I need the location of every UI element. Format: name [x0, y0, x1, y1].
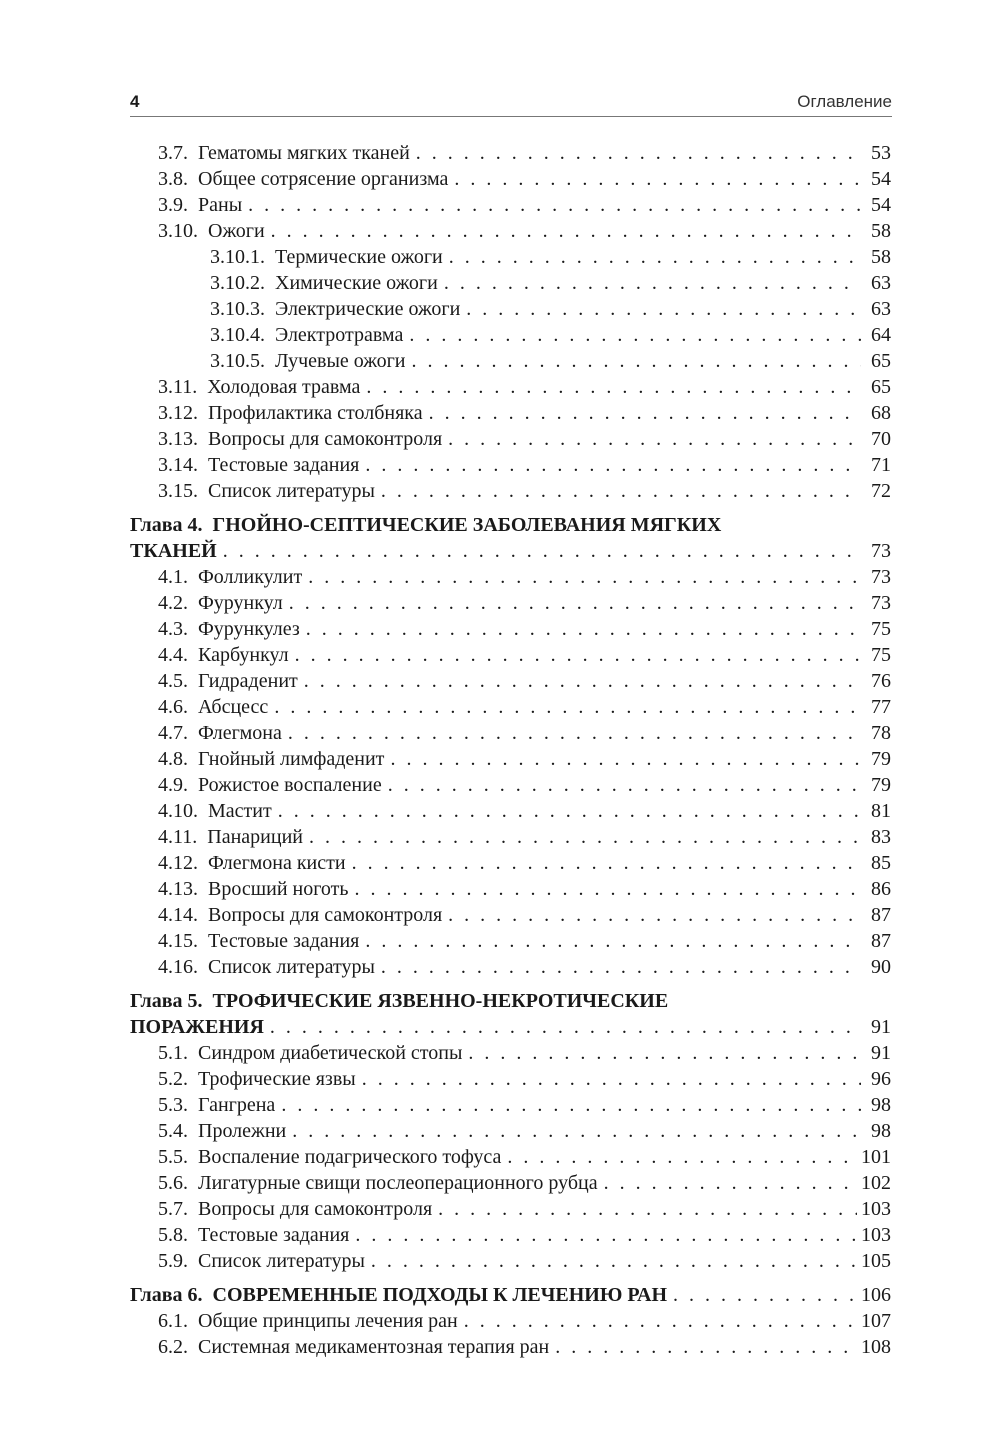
- page-ref: 103: [861, 1198, 891, 1220]
- toc-entry-5-6[interactable]: 5.6. Лигатурные свищи послеоперационного рубца . . . 102: [130, 1170, 891, 1196]
- toc-entry-4-14[interactable]: 4.14. Вопросы для самоконтроля . . . 87: [130, 902, 891, 928]
- toc-entry-3-14[interactable]: 3.14. Тестовые задания . . . 71: [130, 452, 891, 478]
- page-ref: 106: [861, 1284, 891, 1306]
- page-ref: 68: [871, 402, 891, 424]
- page-ref: 73: [871, 540, 891, 562]
- page-ref: 64: [871, 324, 891, 346]
- chapter-label: Глава 5.: [130, 990, 203, 1012]
- leader-dots: [381, 954, 861, 980]
- toc-entry-5-5[interactable]: 5.5. Воспаление подагрического тофуса . . . 101: [130, 1144, 891, 1170]
- page-number: 4: [130, 92, 140, 111]
- leader-dots: [278, 798, 861, 824]
- toc-entry-3-11[interactable]: 3.11. Холодовая травма . . . 65: [130, 374, 891, 400]
- page-ref: 75: [871, 644, 891, 666]
- page-ref: 79: [871, 748, 891, 770]
- toc-entry-3-15[interactable]: 3.15. Список литературы . . . 72: [130, 478, 891, 504]
- leader-dots: [416, 140, 861, 166]
- toc-entry-3-13[interactable]: 3.13. Вопросы для самоконтроля . . . 70: [130, 426, 891, 452]
- page-ref: 101: [861, 1146, 891, 1168]
- chapter-title: СОВРЕМЕННЫЕ ПОДХОДЫ К ЛЕЧЕНИЮ РАН: [212, 1284, 668, 1306]
- leader-dots: [388, 772, 861, 798]
- leader-dots: [365, 452, 861, 478]
- page-ref: 58: [871, 220, 891, 242]
- leader-dots: [274, 694, 861, 720]
- chapter-heading-continued: ТКАНЕЙ . . . 73: [130, 538, 891, 564]
- leader-dots: [292, 1118, 861, 1144]
- toc-entry-3-8[interactable]: 3.8. Общее сотрясение организма . . . 54: [130, 166, 891, 192]
- table-of-contents: [130, 140, 891, 1360]
- chapter-heading-continued: ПОРАЖЕНИЯ . . . 91: [130, 1014, 891, 1040]
- leader-dots: [409, 322, 861, 348]
- chapter-title: ГНОЙНО-СЕПТИЧЕСКИЕ ЗАБОЛЕВАНИЯ МЯГКИХ: [212, 514, 722, 536]
- page-ref: 70: [871, 428, 891, 450]
- toc-entry-4-12[interactable]: 4.12. Флегмона кисти . . . 85: [130, 850, 891, 876]
- leader-dots: [223, 538, 861, 564]
- toc-entry-4-8[interactable]: 4.8. Гнойный лимфаденит . . . 79: [130, 746, 891, 772]
- toc-entry-4-15[interactable]: 4.15. Тестовые задания . . . 87: [130, 928, 891, 954]
- toc-entry-4-13[interactable]: 4.13. Вросший ноготь . . . 86: [130, 876, 891, 902]
- page-ref: 73: [871, 592, 891, 614]
- toc-entry-4-4[interactable]: 4.4. Карбункул . . . 75: [130, 642, 891, 668]
- page-ref: 73: [871, 566, 891, 588]
- leader-dots: [468, 1040, 861, 1066]
- page-ref: 102: [861, 1172, 891, 1194]
- page-ref: 77: [871, 696, 891, 718]
- toc-entry-4-2[interactable]: 4.2. Фурункул . . . 73: [130, 590, 891, 616]
- leader-dots: [248, 192, 861, 218]
- page-ref: 78: [871, 722, 891, 744]
- leader-dots: [466, 296, 861, 322]
- toc-entry-5-1[interactable]: 5.1. Синдром диабетической стопы . . . 91: [130, 1040, 891, 1066]
- chapter-5[interactable]: [130, 988, 891, 1040]
- toc-entry-6-1[interactable]: 6.1. Общие принципы лечения ран . . . 107: [130, 1308, 891, 1334]
- page-ref: 65: [871, 350, 891, 372]
- page-header: [130, 92, 892, 117]
- toc-entry-5-8[interactable]: 5.8. Тестовые задания . . . 103: [130, 1222, 891, 1248]
- page-ref: 98: [871, 1094, 891, 1116]
- chapter-label: Глава 6.: [130, 1284, 203, 1306]
- page-ref: 86: [871, 878, 891, 900]
- toc-entry-3-10-5[interactable]: 3.10.5. Лучевые ожоги . . . 65: [130, 348, 891, 374]
- page-ref: 108: [861, 1336, 891, 1358]
- toc-entry-3-10[interactable]: 3.10. Ожоги . . . 58: [130, 218, 891, 244]
- leader-dots: [281, 1092, 861, 1118]
- chapter-heading: [130, 1282, 891, 1308]
- leader-dots: [306, 616, 861, 642]
- toc-entry-4-6[interactable]: 4.6. Абсцесс . . . 77: [130, 694, 891, 720]
- leader-dots: [362, 1066, 861, 1092]
- toc-entry-5-3[interactable]: 5.3. Гангрена . . . 98: [130, 1092, 891, 1118]
- leader-dots: [270, 1014, 861, 1040]
- page-ref: 63: [871, 298, 891, 320]
- leader-dots: [673, 1282, 857, 1308]
- leader-dots: [366, 374, 861, 400]
- toc-entry-3-9[interactable]: 3.9. Раны . . . 54: [130, 192, 891, 218]
- page-ref: 96: [871, 1068, 891, 1090]
- page-ref: 105: [861, 1250, 891, 1272]
- page-ref: 58: [871, 246, 891, 268]
- page-ref: 54: [871, 194, 891, 216]
- page-ref: 90: [871, 956, 891, 978]
- chapter-label: Глава 4.: [130, 514, 203, 536]
- page-ref: 81: [871, 800, 891, 822]
- page-ref: 98: [871, 1120, 891, 1142]
- leader-dots: [429, 400, 861, 426]
- toc-entry-3-10-4[interactable]: 3.10.4. Электротравма . . . 64: [130, 322, 891, 348]
- leader-dots: [289, 590, 861, 616]
- leader-dots: [271, 218, 861, 244]
- leader-dots: [295, 642, 861, 668]
- toc-entry-4-11[interactable]: 4.11. Панариций . . . 83: [130, 824, 891, 850]
- running-title: Оглавление: [797, 92, 892, 111]
- toc-entry-4-9[interactable]: 4.9. Рожистое воспаление . . . 79: [130, 772, 891, 798]
- leader-dots: [507, 1144, 857, 1170]
- leader-dots: [464, 1308, 857, 1334]
- chapter-4[interactable]: [130, 512, 891, 564]
- chapter-6[interactable]: [130, 1282, 891, 1308]
- page-ref: 87: [871, 904, 891, 926]
- toc-entry-5-4[interactable]: 5.4. Пролежни . . . 98: [130, 1118, 891, 1144]
- leader-dots: [309, 824, 861, 850]
- leader-dots: [352, 850, 861, 876]
- leader-dots: [381, 478, 861, 504]
- page-ref: 79: [871, 774, 891, 796]
- toc-entry-4-7[interactable]: 4.7. Флегмона . . . 78: [130, 720, 891, 746]
- leader-dots: [304, 668, 861, 694]
- page-ref: 85: [871, 852, 891, 874]
- leader-dots: [454, 166, 861, 192]
- leader-dots: [444, 270, 861, 296]
- chapter-heading: [130, 512, 891, 538]
- toc-entry-3-10-2[interactable]: 3.10.2. Химические ожоги . . . 63: [130, 270, 891, 296]
- toc-entry-3-10-1[interactable]: 3.10.1. Термические ожоги . . . 58: [130, 244, 891, 270]
- toc-entry-3-10-3[interactable]: 3.10.3. Электрические ожоги . . . 63: [130, 296, 891, 322]
- leader-dots: [355, 1222, 857, 1248]
- leader-dots: [288, 720, 861, 746]
- toc-entry-4-16[interactable]: 4.16. Список литературы . . . 90: [130, 954, 891, 980]
- toc-entry-5-2[interactable]: 5.2. Трофические язвы . . . 96: [130, 1066, 891, 1092]
- page-ref: 103: [861, 1224, 891, 1246]
- leader-dots: [448, 902, 861, 928]
- toc-entry-5-9[interactable]: 5.9. Список литературы . . . 105: [130, 1248, 891, 1274]
- toc-entry-4-1[interactable]: 4.1. Фолликулит . . . 73: [130, 564, 891, 590]
- page-ref: 76: [871, 670, 891, 692]
- page-ref: 87: [871, 930, 891, 952]
- page-ref: 65: [871, 376, 891, 398]
- leader-dots: [438, 1196, 857, 1222]
- page-ref: 53: [871, 142, 891, 164]
- toc-entry-3-12[interactable]: 3.12. Профилактика столбняка . . . 68: [130, 400, 891, 426]
- toc-entry-4-10[interactable]: 4.10. Мастит . . . 81: [130, 798, 891, 824]
- toc-entry-6-2[interactable]: 6.2. Системная медикаментозная терапия ран . . . 108: [130, 1334, 891, 1360]
- leader-dots: [308, 564, 861, 590]
- toc-entry-4-5[interactable]: 4.5. Гидраденит . . . 76: [130, 668, 891, 694]
- toc-entry-4-3[interactable]: 4.3. Фурункулез . . . 75: [130, 616, 891, 642]
- page-ref: 63: [871, 272, 891, 294]
- page-ref: 91: [871, 1042, 891, 1064]
- page-ref: 83: [871, 826, 891, 848]
- leader-dots: [371, 1248, 857, 1274]
- chapter-heading: [130, 988, 891, 1014]
- leader-dots: [449, 244, 861, 270]
- leader-dots: [412, 348, 862, 374]
- chapter-title: ТРОФИЧЕСКИЕ ЯЗВЕННО-НЕКРОТИЧЕСКИЕ: [212, 990, 669, 1012]
- leader-dots: [365, 928, 861, 954]
- leader-dots: [448, 426, 861, 452]
- leader-dots: [604, 1170, 857, 1196]
- page-ref: 75: [871, 618, 891, 640]
- leader-dots: [555, 1334, 857, 1360]
- toc-entry-5-7[interactable]: 5.7. Вопросы для самоконтроля . . . 103: [130, 1196, 891, 1222]
- leader-dots: [355, 876, 861, 902]
- page-ref: 72: [871, 480, 891, 502]
- leader-dots: [390, 746, 861, 772]
- page-ref: 71: [871, 454, 891, 476]
- page-ref: 91: [871, 1016, 891, 1038]
- toc-entry-3-7[interactable]: 3.7. Гематомы мягких тканей . . . 53: [130, 140, 891, 166]
- page-ref: 107: [861, 1310, 891, 1332]
- page-ref: 54: [871, 168, 891, 190]
